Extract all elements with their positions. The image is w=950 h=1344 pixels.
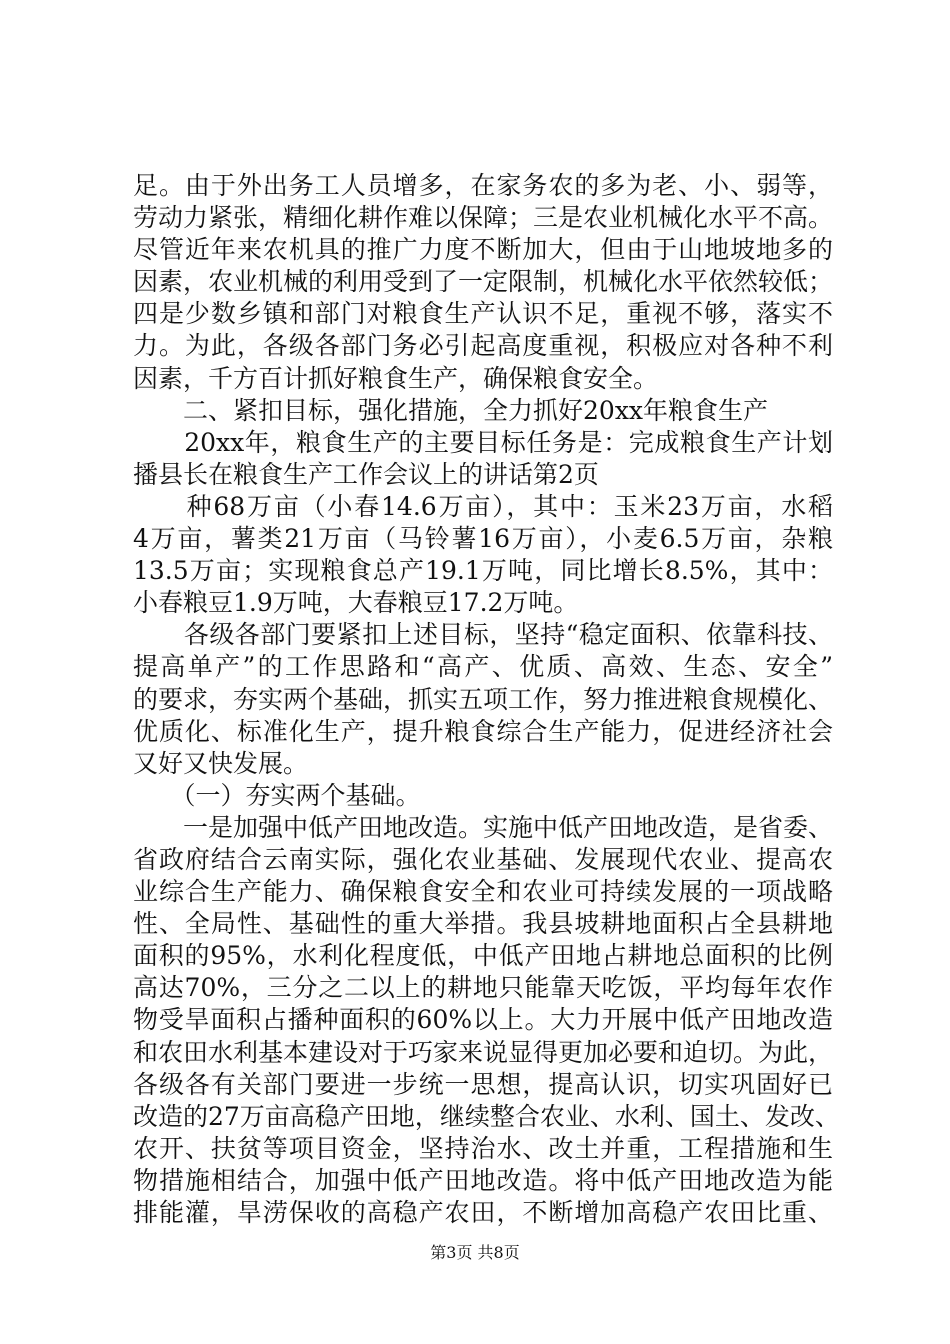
text-line: 播县长在粮食生产工作会议上的讲话第2页: [133, 459, 599, 489]
text-line: 物措施相结合，加强中低产田地改造。将中低产田地改造为能: [133, 1165, 833, 1195]
text-line: 各级各部门要紧扣上述目标，坚持“稳定面积、依靠科技、: [133, 620, 833, 650]
text-line: （一）夯实两个基础。: [133, 780, 421, 810]
text-line: 面积的95%，水利化程度低，中低产田地占耕地总面积的比例: [133, 941, 833, 971]
text-line: 农开、扶贫等项目资金，坚持治水、改土并重，工程措施和生: [133, 1133, 833, 1163]
text-line: 四是少数乡镇和部门对粮食生产认识不足，重视不够，落实不: [133, 299, 833, 329]
text-line: 物受旱面积占播种面积的60%以上。大力开展中低产田地改造: [133, 1005, 833, 1035]
page-footer: 第3页 共8页: [430, 1243, 520, 1262]
text-line: 20xx年，粮食生产的主要目标任务是：完成粮食生产计划: [133, 427, 833, 457]
text-line: 改造的27万亩高稳产田地，继续整合农业、水利、国土、发改、: [133, 1101, 840, 1131]
text-line: 提高单产”的工作思路和“高产、优质、高效、生态、安全”: [133, 652, 833, 682]
text-line: 种68万亩（小春14.6万亩），其中：玉米23万亩，水稻: [133, 491, 833, 521]
text-line: 省政府结合云南实际，强化农业基础、发展现代农业、提高农: [133, 844, 833, 874]
text-line: 排能灌，旱涝保收的高稳产农田，不断增加高稳产农田比重、: [133, 1198, 833, 1227]
text-line: 足。由于外出务工人员增多，在家务农的多为老、小、弱等，: [133, 171, 833, 200]
text-line: 又好又快发展。: [133, 748, 309, 778]
text-line: 业综合生产能力、确保粮食安全和农业可持续发展的一项战略: [133, 877, 833, 907]
text-line: 小春粮豆1.9万吨，大春粮豆17.2万吨。: [133, 588, 579, 618]
text-line: 因素，千方百计抓好粮食生产，确保粮食安全。: [133, 363, 659, 393]
text-line: 二、紧扣目标，强化措施，全力抓好20xx年粮食生产: [133, 395, 769, 425]
text-line: 和农田水利基本建设对于巧家来说显得更加必要和迫切。为此，: [133, 1037, 834, 1067]
text-line: 性、全局性、基础性的重大举措。我县坡耕地面积占全县耕地: [133, 909, 833, 939]
text-line: 高达70%，三分之二以上的耕地只能靠天吃饭，平均每年农作: [133, 973, 833, 1003]
text-line: 的要求，夯实两个基础，抓实五项工作，努力推进粮食规模化、: [133, 684, 834, 714]
text-line: 4万亩，薯类21万亩（马铃薯16万亩），小麦6.5万亩，杂粮: [133, 524, 833, 554]
text-line: 13.5万亩；实现粮食总产19.1万吨，同比增长8.5%，其中：: [133, 556, 833, 586]
text-line: 优质化、标准化生产，提升粮食综合生产能力，促进经济社会: [133, 716, 833, 746]
text-line: 力。为此，各级各部门务必引起高度重视，积极应对各种不利: [133, 331, 833, 361]
text-line: 劳动力紧张，精细化耕作难以保障；三是农业机械化水平不高。: [133, 203, 834, 233]
body-text: [133, 170, 840, 1229]
text-line: 一是加强中低产田地改造。实施中低产田地改造，是省委、: [133, 812, 834, 842]
text-line: 各级各有关部门要进一步统一思想，提高认识，切实巩固好已: [133, 1069, 833, 1099]
text-line: 尽管近年来农机具的推广力度不断加大，但由于山地坡地多的: [133, 235, 833, 265]
text-line: 因素，农业机械的利用受到了一定限制，机械化水平依然较低；: [133, 267, 834, 297]
